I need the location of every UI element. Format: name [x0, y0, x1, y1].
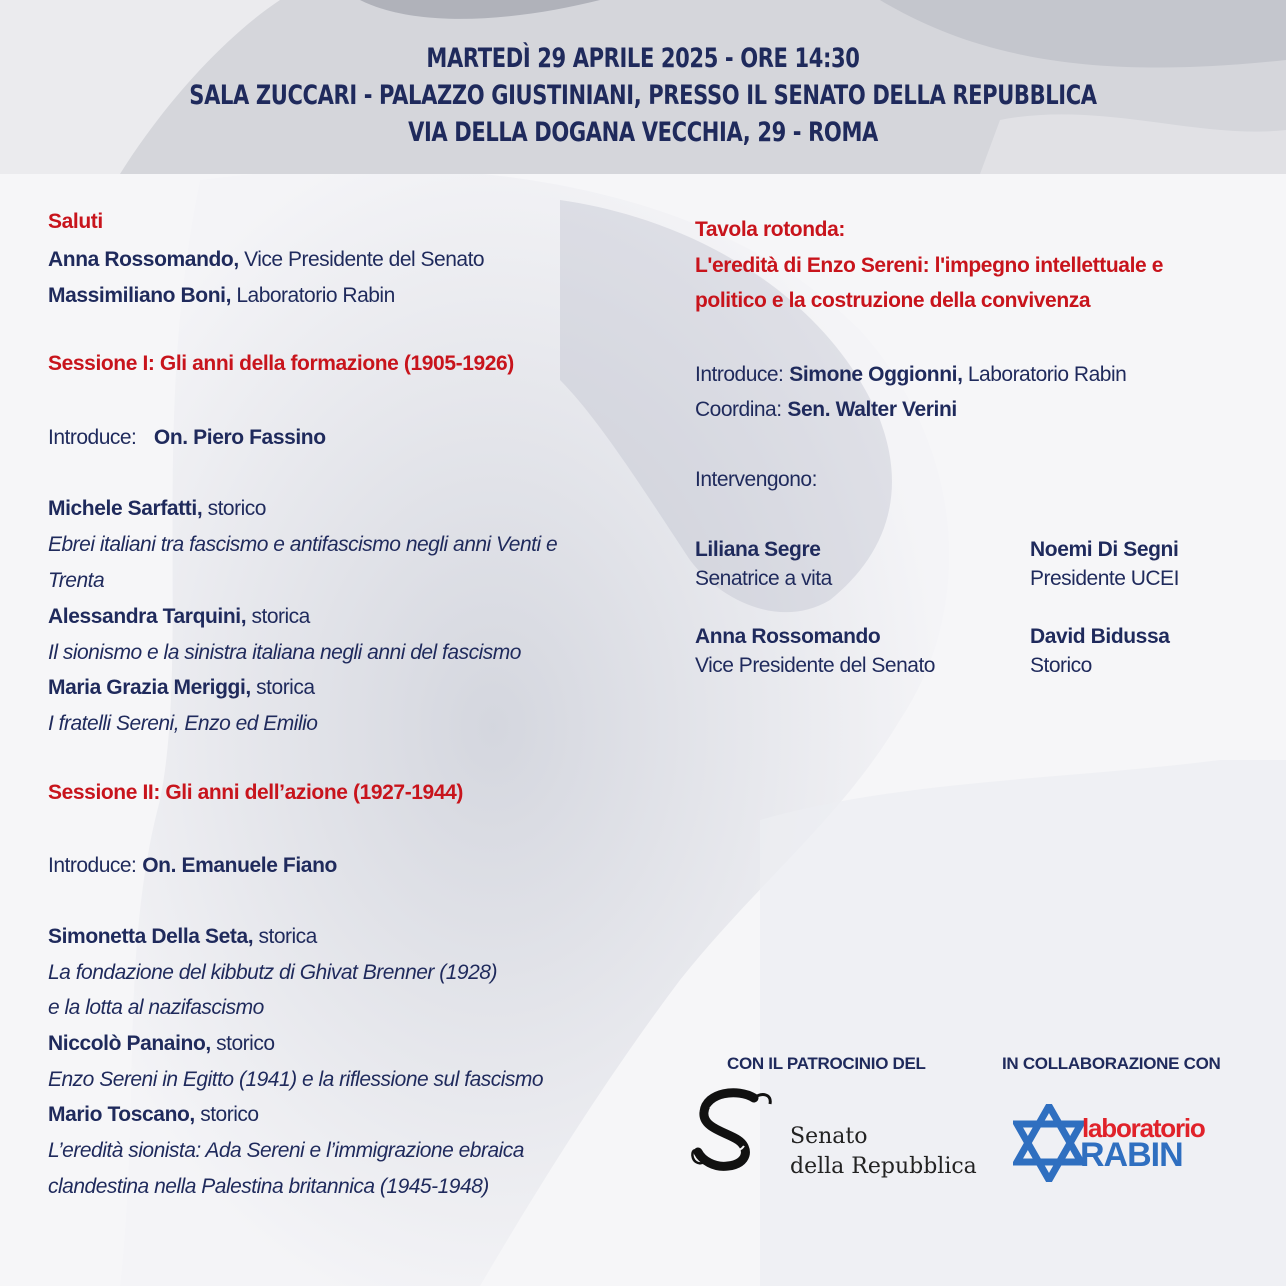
panelist-name: Anna Rossomando — [695, 625, 881, 648]
round-table-title: politico e la costruzione della convivenza — [695, 289, 1091, 312]
panelist-role: Storico — [1030, 654, 1092, 677]
rabin-logo-bottom: RABIN — [1080, 1136, 1183, 1174]
talk-speaker: Niccolò Panaino, storico — [48, 1032, 275, 1055]
collaboration-label: IN COLLABORAZIONE CON — [1002, 1054, 1221, 1073]
round-table-coordina: Coordina: Sen. Walter Verini — [695, 398, 957, 421]
intervengono-label: Intervengono: — [695, 468, 817, 491]
panelist-name: Liliana Segre — [695, 538, 821, 561]
talk-speaker: Maria Grazia Meriggi, storica — [48, 676, 315, 699]
rabin-logo-top: laboratorio — [1082, 1113, 1205, 1143]
talk-title: I fratelli Sereni, Enzo ed Emilio — [48, 712, 318, 735]
talk-title: La fondazione del kibbutz di Ghivat Brenner (1928) — [48, 961, 497, 984]
patronage-label: CON IL PATROCINIO DEL — [727, 1054, 926, 1073]
talk-title: clandestina nella Palestina britannica (1945-1948) — [48, 1175, 489, 1198]
saluti-speaker: Anna Rossomando, Vice Presidente del Senato — [48, 248, 485, 271]
round-table-introduce: Introduce: Simone Oggionni, Laboratorio Rabin — [695, 363, 1127, 386]
round-table-title: L'eredità di Enzo Sereni: l'impegno intellettuale e — [695, 254, 1164, 277]
event-venue: SALA ZUCCARI - PALAZZO GIUSTINIANI, PRESSO IL SENATO DELLA REPUBBLICA — [189, 80, 1097, 111]
panelist-name: Noemi Di Segni — [1030, 538, 1179, 561]
event-date-time: MARTEDÌ 29 APRILE 2025 - ORE 14:30 — [426, 43, 860, 74]
panelist-role: Senatrice a vita — [695, 567, 832, 590]
panelist-role: Presidente UCEI — [1030, 567, 1179, 590]
session-1-heading: Sessione I: Gli anni della formazione (1905-1926) — [48, 352, 514, 375]
panelist-name: David Bidussa — [1030, 625, 1170, 648]
saluti-heading: Saluti — [48, 210, 103, 233]
panelist-role: Vice Presidente del Senato — [695, 654, 935, 677]
talk-speaker: Michele Sarfatti, storico — [48, 497, 266, 520]
talk-title: L’eredità sionista: Ada Sereni e l’immigrazione ebraica — [48, 1139, 524, 1162]
talk-title: e la lotta al nazifascismo — [48, 996, 264, 1019]
talk-title: Enzo Sereni in Egitto (1941) e la riflessione sul fascismo — [48, 1068, 544, 1091]
talk-speaker: Mario Toscano, storico — [48, 1103, 259, 1126]
session-1-intro: Introduce: On. Piero Fassino — [48, 426, 326, 449]
talk-title: Il sionismo e la sinistra italiana negli anni del fascismo — [48, 641, 521, 664]
talk-title: Ebrei italiani tra fascismo e antifascismo negli anni Venti e — [48, 533, 558, 556]
event-address: VIA DELLA DOGANA VECCHIA, 29 - ROMA — [408, 117, 878, 148]
talk-speaker: Simonetta Della Seta, storica — [48, 925, 317, 948]
saluti-speaker: Massimiliano Boni, Laboratorio Rabin — [48, 284, 395, 307]
talk-title: Trenta — [48, 569, 105, 592]
senato-logo-text: Senato della Repubblica — [790, 1124, 977, 1179]
senato-emblem-icon — [688, 1088, 778, 1174]
session-2-intro: Introduce: On. Emanuele Fiano — [48, 854, 337, 877]
round-table-label: Tavola rotonda: — [695, 218, 845, 241]
talk-speaker: Alessandra Tarquini, storica — [48, 605, 310, 628]
session-2-heading: Sessione II: Gli anni dell’azione (1927-1944) — [48, 781, 463, 804]
star-of-david-icon — [1013, 1104, 1085, 1182]
